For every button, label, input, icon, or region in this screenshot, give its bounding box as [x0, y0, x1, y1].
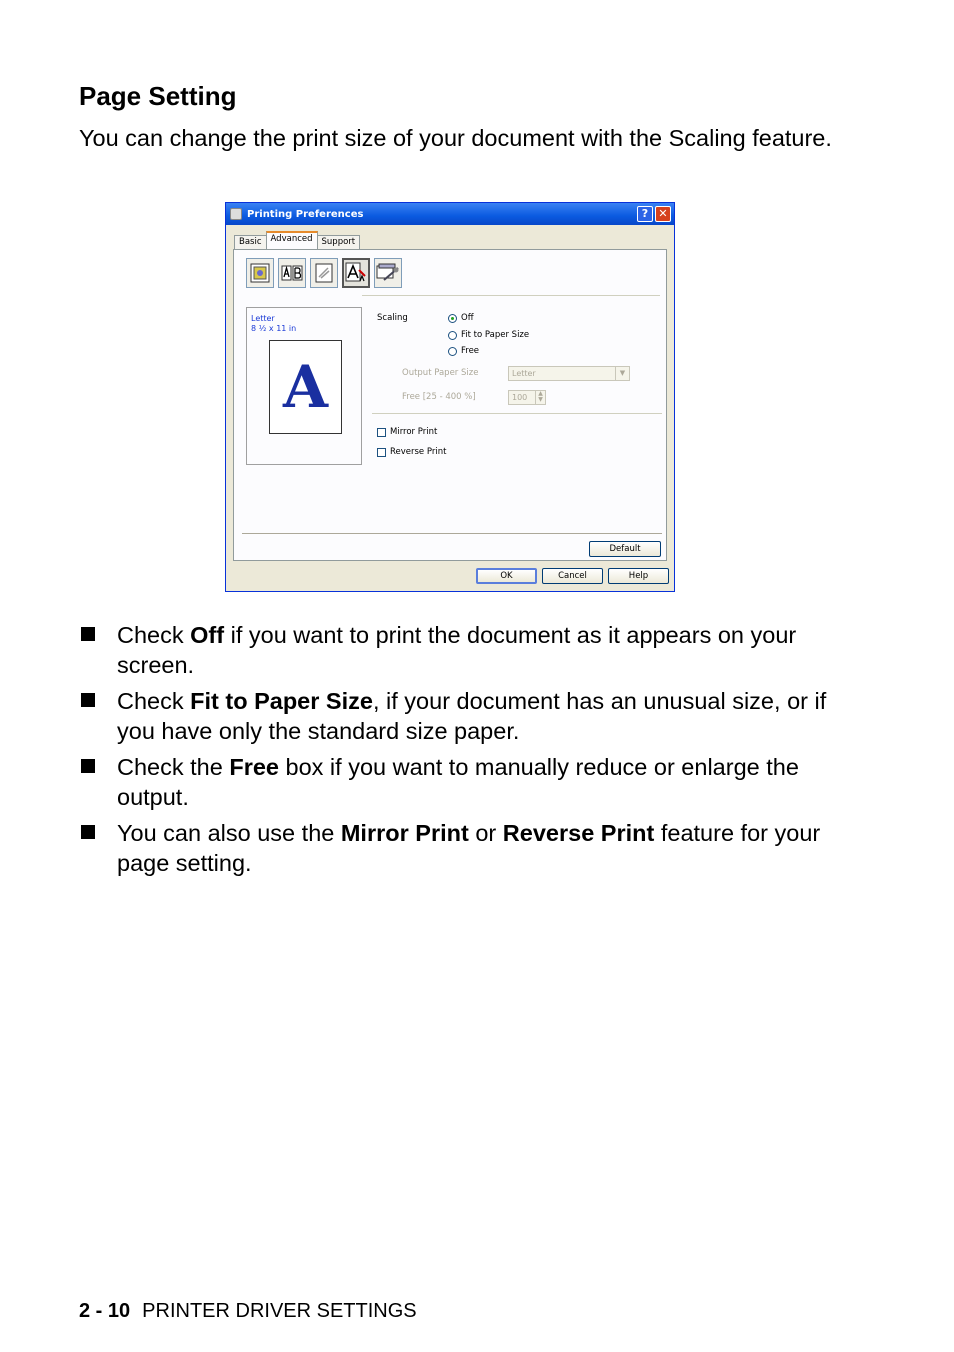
preview-paper-dims: 8 ½ x 11 in [251, 324, 297, 333]
list-item: Check Fit to Paper Size, if your document has an unusual size, or if you have only the standard size paper. [79, 686, 839, 746]
page-number: 2 - 10 [79, 1300, 131, 1322]
feature-toolbar [246, 258, 402, 288]
reverse-print-label[interactable]: Reverse Print [390, 447, 447, 457]
separator [242, 533, 662, 534]
dialog-title: Printing Preferences [247, 208, 364, 220]
bullet-square-icon [81, 693, 95, 707]
cancel-button[interactable]: Cancel [542, 568, 603, 584]
watermark-icon[interactable] [310, 258, 338, 288]
page-footer [79, 1300, 417, 1323]
tab-support[interactable]: Support [317, 235, 361, 249]
free-percent-label: Free [25 - 400 %] [402, 392, 476, 402]
print-quality-icon[interactable] [246, 258, 274, 288]
chevron-down-icon[interactable]: ▼ [615, 367, 629, 380]
default-button[interactable]: Default [589, 541, 661, 557]
reverse-print-checkbox[interactable] [377, 448, 386, 457]
mirror-print-label[interactable]: Mirror Print [390, 427, 438, 437]
scaling-fit-radio[interactable] [448, 331, 457, 340]
preview-page [269, 340, 342, 434]
output-paper-size-select[interactable] [508, 366, 630, 381]
printer-icon [230, 208, 242, 220]
device-options-icon[interactable] [374, 258, 402, 288]
paper-preview [246, 307, 362, 465]
scaling-free-radio[interactable] [448, 347, 457, 356]
spin-arrows-icon[interactable]: ▲ ▼ [535, 391, 545, 404]
bullet-square-icon [81, 627, 95, 641]
ok-button[interactable]: OK [476, 568, 537, 584]
scaling-fit-label[interactable]: Fit to Paper Size [461, 330, 530, 340]
help-icon[interactable]: ? [637, 206, 653, 222]
scaling-off-radio[interactable] [448, 314, 457, 323]
help-button[interactable]: Help [608, 568, 669, 584]
page-title: Page Setting [79, 81, 237, 111]
advanced-panel [233, 249, 667, 561]
list-item: Check the Free box if you want to manually reduce or enlarge the output. [79, 752, 839, 812]
tab-basic[interactable]: Basic [234, 235, 267, 249]
close-icon[interactable]: ✕ [655, 206, 671, 222]
bullet-list [79, 620, 839, 884]
output-paper-size-label: Output Paper Size [402, 368, 479, 378]
tab-strip [234, 233, 359, 249]
duplex-icon[interactable] [278, 258, 306, 288]
scaling-off-label[interactable]: Off [461, 313, 474, 323]
separator [372, 413, 662, 414]
dialog-titlebar [226, 203, 674, 225]
tab-advanced[interactable]: Advanced [266, 231, 318, 249]
separator [362, 295, 660, 296]
output-paper-size-value: Letter [512, 369, 536, 378]
mirror-print-checkbox[interactable] [377, 428, 386, 437]
preview-letter-glyph: A [282, 353, 328, 421]
bullet-square-icon [81, 825, 95, 839]
printing-preferences-dialog [225, 202, 675, 592]
page-setting-icon[interactable] [342, 258, 370, 288]
preview-paper-name: Letter [251, 314, 275, 323]
list-item: Check Off if you want to print the document as it appears on your screen. [79, 620, 839, 680]
bullet-square-icon [81, 759, 95, 773]
intro-paragraph: You can change the print size of your document with the Scaling feature. [79, 125, 832, 151]
scaling-label: Scaling [377, 313, 408, 323]
footer-section: PRINTER DRIVER SETTINGS [142, 1300, 417, 1322]
list-item: You can also use the Mirror Print or Reverse Print feature for your page setting. [79, 818, 839, 878]
scaling-free-label[interactable]: Free [461, 346, 480, 356]
free-percent-value: 100 [512, 393, 528, 402]
free-percent-stepper[interactable] [508, 390, 546, 405]
